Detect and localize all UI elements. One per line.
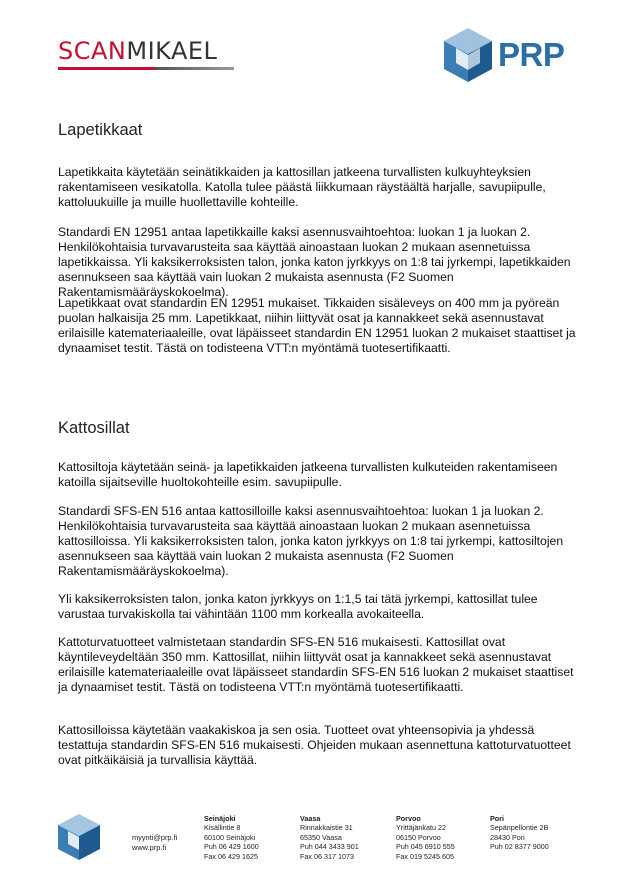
office-city: Pori	[490, 814, 504, 823]
paragraph: Yli kaksikerroksisten talon, jonka katon jyrkkyys on 1:1,5 tai tätä jyrkempi, kattosillat tulee varustaa turvakiskolla tai vähintään 1100 mm korkealla avokaiteella.	[58, 592, 538, 622]
logo-underline	[58, 67, 234, 70]
scanmikael-logo	[58, 38, 217, 64]
paragraph: Standardi SFS-EN 516 antaa kattosilloille kaksi asennusvaihtoehtoa: luokan 1 ja luokan 2. Henkilökohtaisia turvavarusteita saa käyttää ainoastaan luokan 2 mukaan asennetuissa kattosilloissa. Yli kaksikerroksisten talon, jonka katon jyrkkyys on 1:8 tai jyrkempi, kattosiltojen asennukseen saa käyttää vain luokan 2 mukaista asennusta (F2 Suomen Rakentamismääräyskokoelma).	[58, 504, 564, 579]
footer-web[interactable]: www.prp.fi	[132, 842, 167, 852]
office-city: Seinäjoki	[204, 814, 236, 823]
office-porvoo	[396, 814, 491, 861]
logo-text-scan: SCAN	[58, 37, 127, 65]
prp-cube-icon	[440, 26, 496, 84]
office-line: Fax 06 317 1073	[300, 851, 354, 861]
office-line: Rinnakkaistie 31	[300, 823, 353, 833]
paragraph: Kattoturvatuotteet valmistetaan standardin SFS-EN 516 mukaisesti. Kattosillat ovat käyntileveydeltään 350 mm. Kattosillat, niihin liittyvät osat ja kannakkeet sekä asennustavat erilaisille katemateriaaleille ovat läpäisseet standardin SFS-EN 516 luokan 2 mukaiset staattiset ja dynaamiset testit. Tästä on todisteena VTT:n myöntämä tuotesertifikaatti.	[58, 635, 574, 695]
paragraph: Kattosiltoja käytetään seinä- ja lapetikkaiden jatkeena turvallisten kulkuteiden rakentamiseen katoilla sijaitseville huoltokohteille esim. savupiipulle.	[58, 460, 558, 490]
office-line: 28430 Pori	[490, 832, 525, 842]
office-seinajoki	[204, 814, 299, 861]
prp-logo	[440, 26, 580, 84]
office-line: Puh 06 429 1600	[204, 842, 259, 852]
section-title-kattosillat: Kattosillat	[58, 419, 130, 437]
office-line: 60100 Seinäjoki	[204, 832, 256, 842]
section-title-lapetikkaat: Lapetikkaat	[58, 121, 143, 139]
office-line: Fax 019 5245 605	[396, 851, 454, 861]
office-line: Puh 045 6910 555	[396, 842, 455, 852]
paragraph: Lapetikkaita käytetään seinätikkaiden ja kattosillan jatkeena turvallisten kulkuyhteyksien rakentamiseen vesikatolla. Katolla tulee päästä liikkumaan räystäältä harjalle, savupiipulle, kattoluukuille ja muille huollettaville kohteille.	[58, 165, 546, 210]
logo-text-prp: PRP	[498, 36, 565, 73]
footer-contact	[132, 833, 177, 852]
paragraph: Lapetikkaat ovat standardin EN 12951 mukaiset. Tikkaiden sisäleveys on 400 mm ja pyöreän puolan halkaisija 25 mm. Lapetikkaat, niihin liittyvät osat ja kannakkeet sekä asennustavat erilaisille katemateriaaleille, ovat läpäisseet standardin EN 12951 luokan 2 mukaiset staattiset ja dynaamiset testit. Tästä on todisteena VTT:n myöntämä tuotesertifikaatti.	[58, 296, 576, 356]
office-city: Porvoo	[396, 814, 421, 823]
paragraph: Standardi EN 12951 antaa lapetikkaille kaksi asennusvaihtoehtoa: luokan 1 ja luokan 2. Henkilökohtaisia turvavarusteita saa käyttää ainoastaan luokan 2 mukaan asennetuissa lapetikkaissa. Yli kaksikerroksisten talon, jonka katon jyrkkyys on 1:8 tai jyrkempi, lapetikkaiden asennukseen saa käyttää vain luokan 2 mukaista asennusta (F2 Suomen Rakentamismääräyskokoelma).	[58, 225, 571, 300]
office-line: Puh 02 8377 9000	[490, 842, 549, 852]
office-line: 06150 Porvoo	[396, 832, 441, 842]
office-vaasa	[300, 814, 395, 861]
office-city: Vaasa	[300, 814, 321, 823]
office-line: Kisällintie 8	[204, 823, 241, 833]
office-line: Fax 06 429 1625	[204, 851, 258, 861]
logo-text-mikael: MIKAEL	[126, 37, 218, 65]
office-line: Sepänpellontie 2B	[490, 823, 549, 833]
footer-prp-cube-icon	[55, 812, 103, 862]
office-line: 65350 Vaasa	[300, 832, 342, 842]
paragraph: Kattosilloissa käytetään vaakakiskoa ja sen osia. Tuotteet ovat yhteensopivia ja yhdessä testattuja standardin SFS-EN 516 mukaisesti. Ohjeiden mukaan asennettuna kattoturvatuotteet ovat pitkäikäisiä ja turvallisia käyttää.	[58, 723, 571, 768]
footer-email[interactable]: myynti@prp.fi	[132, 833, 178, 842]
office-line: Puh 044 3433 901	[300, 842, 359, 852]
office-line: Yrittäjänkatu 22	[396, 823, 446, 833]
office-pori	[490, 814, 585, 852]
